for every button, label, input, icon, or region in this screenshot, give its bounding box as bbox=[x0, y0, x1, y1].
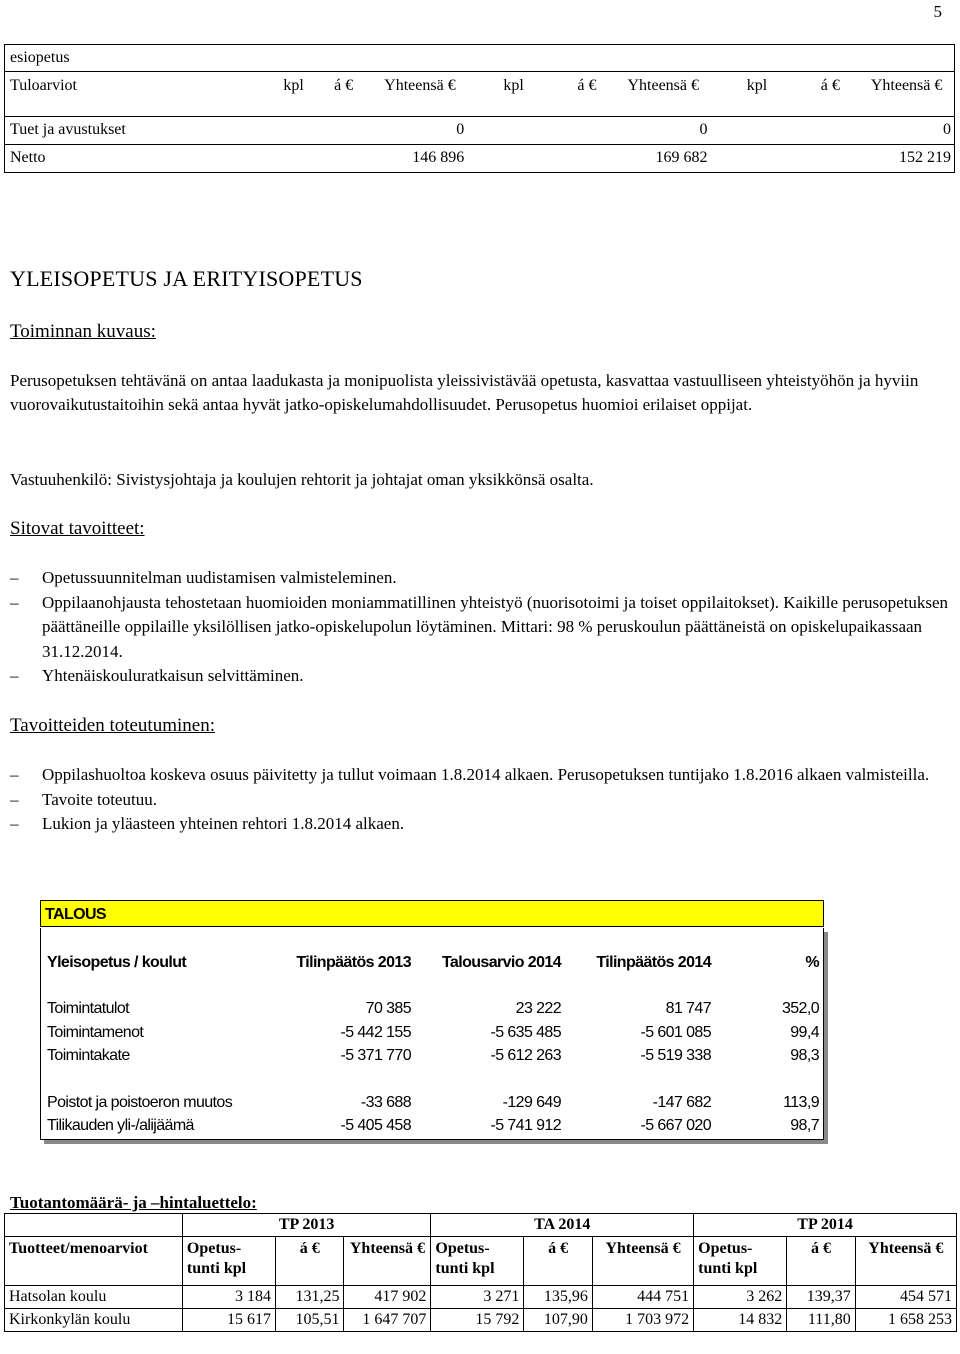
finance-title: TALOUS bbox=[40, 900, 824, 927]
page-number: 5 bbox=[933, 2, 942, 21]
header-cell: Opetus-tunti kpl bbox=[694, 1237, 787, 1286]
finance-table bbox=[40, 900, 824, 1140]
row-value: 0 bbox=[711, 117, 955, 145]
dash-bullet: – bbox=[10, 666, 19, 685]
year-header: TA 2014 bbox=[431, 1214, 694, 1237]
header-cell: á € bbox=[801, 72, 857, 117]
section-heading: Sitovat tavoitteet: bbox=[10, 518, 145, 539]
header-cell: á € bbox=[315, 72, 371, 117]
responsible-text: Vastuuhenkilö: Sivistysjohtaja ja koulujen rehtorit ja johtajat oman yksikkönsä osalta. bbox=[10, 470, 594, 489]
budget-table bbox=[4, 44, 955, 173]
year-header: TP 2013 bbox=[182, 1214, 430, 1237]
row-label: Netto bbox=[5, 145, 315, 173]
table-row: Toimintatulot 70 385 23 222 81 747 352,0 bbox=[47, 1000, 819, 1017]
finance-header-row: Yleisopetus / koulut Tilinpäätös 2013 Talousarvio 2014 Tilinpäätös 2014 % bbox=[47, 954, 819, 971]
finance-body bbox=[40, 928, 824, 1140]
header-cell: Yhteensä € bbox=[371, 72, 468, 117]
table-row bbox=[5, 1214, 957, 1237]
row-value: 0 bbox=[467, 117, 710, 145]
list-item: – Yhtenäiskouluratkaisun selvittäminen. bbox=[10, 664, 950, 689]
dash-bullet: – bbox=[10, 592, 19, 612]
goals-list bbox=[10, 566, 950, 689]
list-item: – Lukion ja yläasteen yhteinen rehtori 1.8.2014 alkaen. bbox=[10, 812, 950, 837]
realization-list bbox=[10, 763, 950, 837]
header-cell: Yhteensä € bbox=[614, 72, 711, 117]
empty-cell bbox=[5, 1214, 183, 1237]
table-row: Poistot ja poistoeron muutos -33 688 -129 649 -147 682 113,9 bbox=[47, 1094, 819, 1111]
header-cell: Tuloarviot bbox=[5, 72, 271, 117]
header-cell: kpl bbox=[467, 72, 558, 117]
table-row bbox=[5, 1237, 957, 1286]
table-row: Toimintakate -5 371 770 -5 612 263 -5 519 338 98,3 bbox=[47, 1047, 819, 1064]
row-value: 169 682 bbox=[467, 145, 710, 173]
header-cell: Tuotteet/menoarviot bbox=[5, 1237, 183, 1286]
section-heading: Tavoitteiden toteutuminen: bbox=[10, 715, 215, 736]
table-row bbox=[5, 72, 955, 117]
header-cell: kpl bbox=[271, 72, 315, 117]
list-item: – Oppilaanohjausta tehostetaan huomioiden moniammatillinen yhteistyö (nuorisotoimi ja toiset oppilaitokset). Kaikille perusopetuksen päättäneille oppilaille yksilöllisen jatko-opiskelupolun löytäminen. Mittari: 98 % peruskoulun päättäneistä on opiskelupaikassaan 31.12.2014. bbox=[10, 592, 949, 661]
header-cell: á € bbox=[275, 1237, 344, 1286]
page-title: YLEISOPETUS JA ERITYISOPETUS bbox=[10, 266, 363, 291]
list-item: – Oppilashuoltoa koskeva osuus päivitetty ja tullut voimaan 1.8.2014 alkaen. Perusopetuksen tuntijako 1.8.2016 alkaen valmisteilla. bbox=[10, 763, 950, 788]
production-title: Tuotantomäärä- ja –hintaluettelo: bbox=[10, 1193, 257, 1212]
dash-bullet: – bbox=[10, 765, 19, 784]
header-cell: á € bbox=[787, 1237, 856, 1286]
header-cell: Yhteensä € bbox=[855, 1237, 956, 1286]
header-cell: á € bbox=[558, 72, 614, 117]
table-row bbox=[5, 45, 955, 72]
header-cell: á € bbox=[524, 1237, 593, 1286]
row-value: 0 bbox=[315, 117, 468, 145]
dash-bullet: – bbox=[10, 568, 19, 587]
header-cell: kpl bbox=[711, 72, 802, 117]
row-value: 152 219 bbox=[711, 145, 955, 173]
table-row bbox=[5, 145, 955, 173]
header-cell: Yhteensä € bbox=[592, 1237, 693, 1286]
table-row bbox=[5, 117, 955, 145]
table-row: Kirkonkylän koulu 15 617 105,51 1 647 707 15 792 107,90 1 703 972 14 832 111,80 1 658 253 bbox=[5, 1309, 957, 1332]
list-item: – Tavoite toteutuu. bbox=[10, 788, 950, 813]
section-heading: Toiminnan kuvaus: bbox=[10, 321, 156, 342]
production-table bbox=[4, 1213, 957, 1332]
list-item: – Opetussuunnitelman uudistamisen valmisteleminen. bbox=[10, 566, 950, 591]
row-value: 146 896 bbox=[315, 145, 468, 173]
header-cell: Opetus-tunti kpl bbox=[431, 1237, 524, 1286]
year-header: TP 2014 bbox=[694, 1214, 957, 1237]
row-label: Tuet ja avustukset bbox=[5, 117, 315, 145]
table-row: Hatsolan koulu 3 184 131,25 417 902 3 271 135,96 444 751 3 262 139,37 454 571 bbox=[5, 1286, 957, 1309]
header-cell: Opetus-tunti kpl bbox=[182, 1237, 275, 1286]
header-cell: Yhteensä € bbox=[857, 72, 954, 117]
description-text: Perusopetuksen tehtävänä on antaa laadukasta ja monipuolista yleissivistävää opetusta, kasvattaa vastuulliseen yhteistyöhön ja hyviin vuorovaikutustaitoihin sekä antaa hyvät jatko-opiskelumahdollisuudet. Perusopetus huomioi erilaiset oppijat. bbox=[10, 371, 919, 414]
dash-bullet: – bbox=[10, 814, 19, 833]
table-row: Toimintamenot -5 442 155 -5 635 485 -5 601 085 99,4 bbox=[47, 1024, 819, 1041]
section-label: esiopetus bbox=[5, 45, 955, 72]
header-cell: Yhteensä € bbox=[344, 1237, 431, 1286]
dash-bullet: – bbox=[10, 789, 19, 809]
table-row: Tilikauden yli-/alijäämä -5 405 458 -5 741 912 -5 667 020 98,7 bbox=[47, 1117, 819, 1134]
